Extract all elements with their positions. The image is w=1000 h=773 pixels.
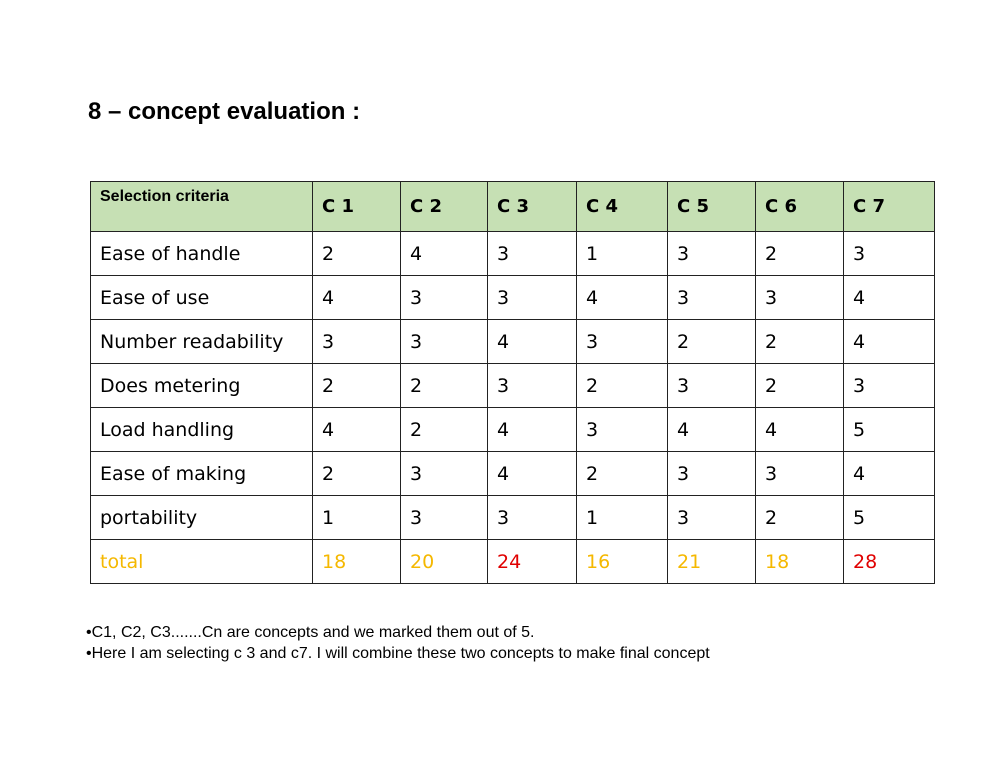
total-cell-c3-selected: 24 [488, 540, 577, 584]
score-cell: 2 [668, 320, 756, 364]
table-row [91, 408, 935, 452]
criterion-label: portability [91, 496, 313, 540]
concept-evaluation-table [90, 181, 935, 584]
score-cell: 3 [488, 496, 577, 540]
total-cell-c6: 18 [756, 540, 844, 584]
note-concepts-scale: •C1, C2, C3.......Cn are concepts and we marked them out of 5. [86, 624, 535, 641]
score-cell: 3 [668, 496, 756, 540]
table-row [91, 232, 935, 276]
score-cell: 3 [668, 276, 756, 320]
table-row [91, 320, 935, 364]
score-cell: 2 [577, 364, 668, 408]
score-cell: 2 [313, 452, 401, 496]
table-row [91, 364, 935, 408]
score-cell: 2 [313, 232, 401, 276]
score-cell: 5 [844, 496, 935, 540]
header-selection-criteria: Selection criteria [91, 182, 313, 232]
score-cell: 2 [401, 408, 488, 452]
score-cell: 4 [313, 276, 401, 320]
score-cell: 5 [844, 408, 935, 452]
criterion-label: Ease of handle [91, 232, 313, 276]
criterion-label: Load handling [91, 408, 313, 452]
score-cell: 4 [844, 320, 935, 364]
score-cell: 3 [488, 276, 577, 320]
score-cell: 2 [756, 496, 844, 540]
table-header-row [91, 182, 935, 232]
score-cell: 3 [401, 276, 488, 320]
score-cell: 3 [401, 452, 488, 496]
note-selection: •Here I am selecting c 3 and c7. I will combine these two concepts to make final concept [86, 645, 710, 662]
score-cell: 2 [401, 364, 488, 408]
table-row [91, 496, 935, 540]
score-cell: 3 [577, 408, 668, 452]
score-cell: 3 [668, 232, 756, 276]
header-c2: C 2 [401, 182, 488, 232]
criterion-label: Ease of use [91, 276, 313, 320]
header-c5: C 5 [668, 182, 756, 232]
total-cell-c4: 16 [577, 540, 668, 584]
header-c3: C 3 [488, 182, 577, 232]
notes [86, 622, 710, 664]
score-cell: 4 [488, 408, 577, 452]
criterion-label: Number readability [91, 320, 313, 364]
score-cell: 3 [401, 496, 488, 540]
header-c7: C 7 [844, 182, 935, 232]
header-c6: C 6 [756, 182, 844, 232]
score-cell: 3 [756, 452, 844, 496]
score-cell: 4 [401, 232, 488, 276]
score-cell: 3 [313, 320, 401, 364]
total-cell-c1: 18 [313, 540, 401, 584]
table-row [91, 452, 935, 496]
score-cell: 2 [577, 452, 668, 496]
score-cell: 4 [668, 408, 756, 452]
score-cell: 3 [844, 364, 935, 408]
score-cell: 2 [756, 364, 844, 408]
header-c1: C 1 [313, 182, 401, 232]
score-cell: 2 [756, 320, 844, 364]
criterion-label: Does metering [91, 364, 313, 408]
total-cell-c2: 20 [401, 540, 488, 584]
score-cell: 2 [756, 232, 844, 276]
score-cell: 1 [577, 232, 668, 276]
score-cell: 4 [756, 408, 844, 452]
score-cell: 3 [488, 232, 577, 276]
total-cell-c5: 21 [668, 540, 756, 584]
score-cell: 4 [844, 276, 935, 320]
total-row [91, 540, 935, 584]
score-cell: 2 [313, 364, 401, 408]
table-row [91, 276, 935, 320]
total-label: total [91, 540, 313, 584]
score-cell: 4 [488, 320, 577, 364]
score-cell: 1 [313, 496, 401, 540]
score-cell: 4 [313, 408, 401, 452]
score-cell: 3 [401, 320, 488, 364]
score-cell: 3 [844, 232, 935, 276]
score-cell: 3 [668, 452, 756, 496]
score-cell: 3 [577, 320, 668, 364]
score-cell: 3 [668, 364, 756, 408]
total-cell-c7-selected: 28 [844, 540, 935, 584]
header-c4: C 4 [577, 182, 668, 232]
score-cell: 1 [577, 496, 668, 540]
score-cell: 4 [488, 452, 577, 496]
score-cell: 4 [577, 276, 668, 320]
score-cell: 3 [488, 364, 577, 408]
score-cell: 4 [844, 452, 935, 496]
page-title: 8 – concept evaluation : [88, 98, 361, 125]
score-cell: 3 [756, 276, 844, 320]
criterion-label: Ease of making [91, 452, 313, 496]
